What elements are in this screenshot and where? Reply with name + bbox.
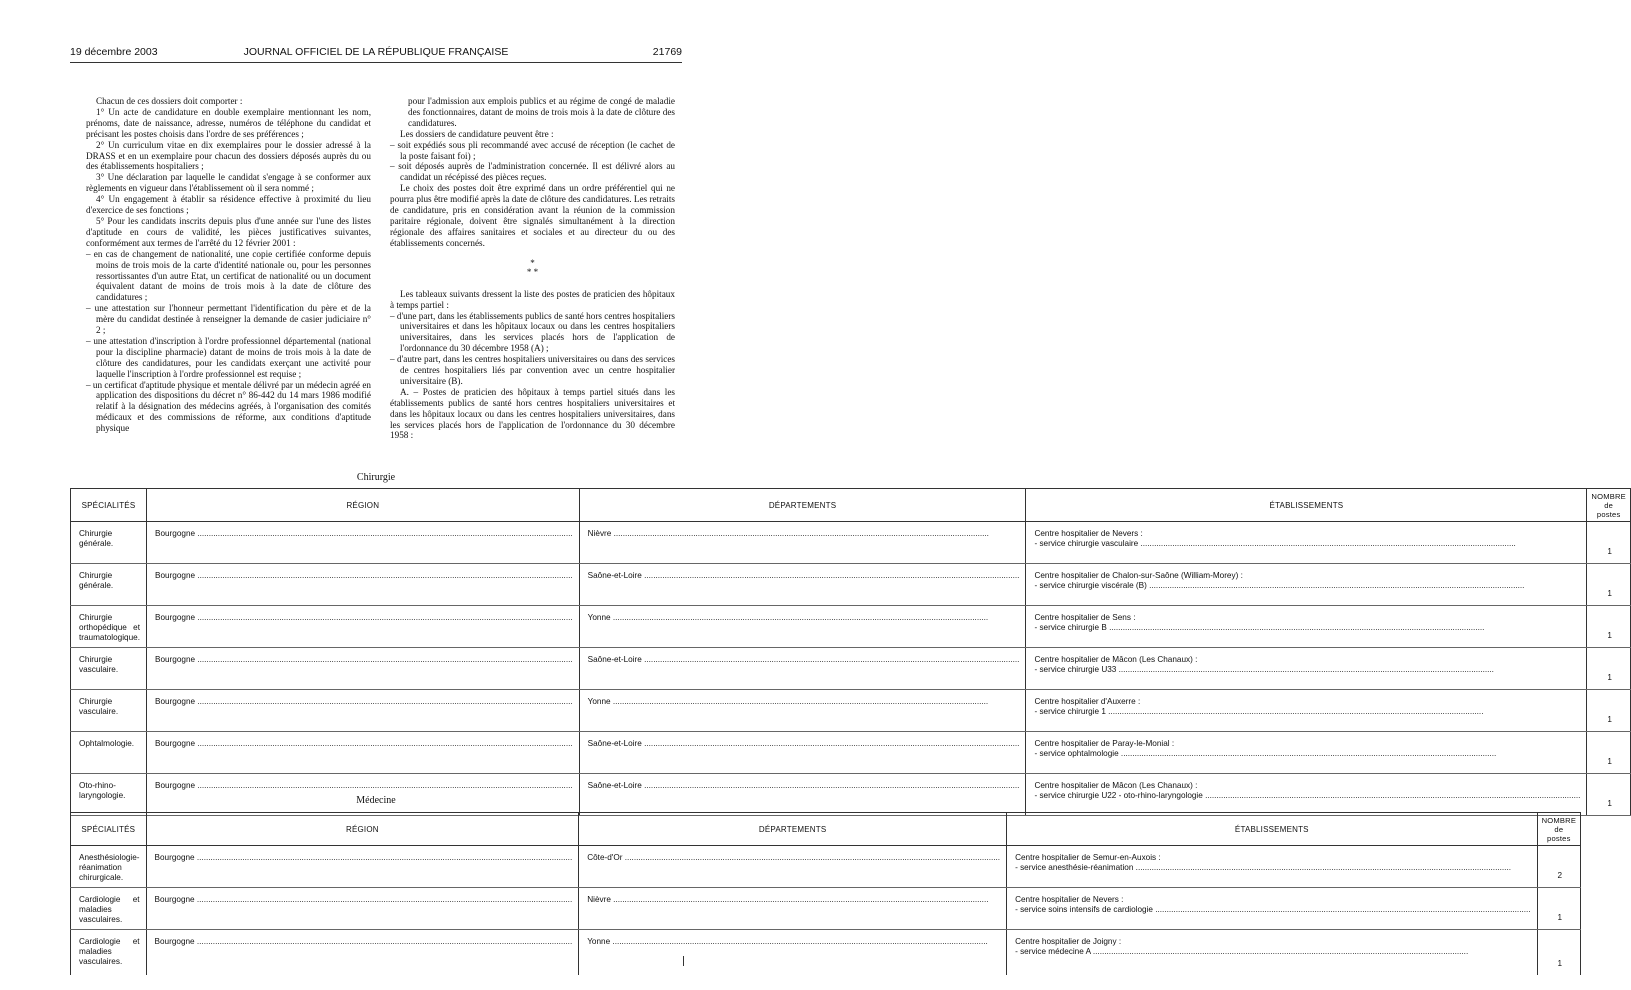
section-separator-stars xyxy=(390,259,675,277)
cell-specialite: Cardiologie et maladies vasculaires. xyxy=(71,930,147,976)
cell-nombre: 1 xyxy=(1537,930,1581,976)
table-row xyxy=(71,732,1631,774)
header-rule xyxy=(70,62,682,63)
paragraph: Les dossiers de candidature peuvent être : xyxy=(400,128,554,139)
etablissement-name: Centre hospitalier de Paray-le-Monial : xyxy=(1034,739,1175,748)
cell-etablissement xyxy=(1026,522,1587,564)
de-postes-label: de postes xyxy=(1547,824,1571,843)
de-postes-label: de postes xyxy=(1596,500,1621,519)
etablissement-name: Centre hospitalier de Sens : xyxy=(1034,613,1136,622)
left-text-column xyxy=(86,96,371,434)
cell-nombre: 1 xyxy=(1537,888,1581,930)
paragraph: pour l'admission aux emplois publics et au régime de congé de maladie des fonctionnaires, datant de moins de trois mois à la date de clôture des candidatures. xyxy=(408,96,675,128)
region-value: Bourgogne ..... xyxy=(155,853,573,863)
col-header-etablissements: ÉTABLISSEMENTS xyxy=(1026,489,1587,522)
cell-nombre: 1 xyxy=(1587,522,1631,564)
paragraph: – une attestation d'inscription à l'ordre professionnel départemental (national pour la discipline pharmacie) datant de moins de trois mois à la date de clôture des candidatures, pour les candidats exerçant une activité pour laquelle l'inscription à l'ordre professionnel est requise ; xyxy=(86,335,371,379)
departement-value: Yonne ..... xyxy=(588,697,1020,707)
cell-nombre: 1 xyxy=(1587,648,1631,690)
cell-specialite: Chirurgie générale. xyxy=(71,564,147,606)
col-header-nombre xyxy=(1537,813,1581,846)
table-chirurgie xyxy=(70,488,1631,816)
region-value: Bourgogne ..... xyxy=(155,655,573,665)
cell-nombre: 1 xyxy=(1587,732,1631,774)
service-name: - service chirurgie U22 - oto-rhino-laryngologie ..... xyxy=(1034,791,1580,801)
table-row xyxy=(71,522,1631,564)
region-value: Bourgogne ..... xyxy=(155,613,573,623)
cell-etablissement xyxy=(1007,888,1538,930)
cell-nombre: 1 xyxy=(1587,774,1631,816)
region-value: Bourgogne ..... xyxy=(155,895,573,905)
right-column-bottom xyxy=(390,289,675,442)
service-name: - service chirurgie U33 ..... xyxy=(1034,665,1580,675)
departement-value: Saône-et-Loire ..... xyxy=(588,739,1020,749)
cell-nombre: 1 xyxy=(1587,564,1631,606)
col-header-region: RÉGION xyxy=(146,489,579,522)
service-name: - service médecine A ..... xyxy=(1015,947,1531,957)
cell-departement xyxy=(579,888,1007,930)
table-header-row xyxy=(71,813,1581,846)
cell-region xyxy=(146,648,579,690)
cell-specialite: Chirurgie vasculaire. xyxy=(71,690,147,732)
paragraph: A. – Postes de praticien des hôpitaux à temps partiel situés dans les établissements publics de santé hors centres hospitaliers universitaires et dans les hôpitaux locaux ou dans les centres hospitaliers universitaires, dans les services placés hors de l'application de l'ordonnance du 30 décembre 1958 : xyxy=(390,386,675,441)
cell-specialite: Chirurgie générale. xyxy=(71,522,147,564)
paragraph: 2° Un curriculum vitae en dix exemplaires pour le dossier adressé à la DRASS et en un exemplaire pour chacun des dossiers déposés auprès du ou des établissements hospitaliers ; xyxy=(86,139,371,172)
paragraph: 4° Un engagement à établir sa résidence effective à proximité du lieu d'exercice de ses fonctions ; xyxy=(86,194,371,216)
col-header-region: RÉGION xyxy=(146,813,579,846)
cell-etablissement xyxy=(1007,930,1538,976)
cell-region xyxy=(146,564,579,606)
paragraph: 3° Une déclaration par laquelle le candidat s'engage à se conformer aux règlements en vigueur dans l'établissement où il sera nommé ; xyxy=(86,172,371,194)
departement-value: Côte-d'Or ..... xyxy=(587,853,1000,863)
departement-value: Saône-et-Loire ..... xyxy=(588,781,1020,791)
cell-departement xyxy=(579,606,1026,648)
table-caption-medecine: Médecine xyxy=(356,795,396,806)
region-value: Bourgogne ..... xyxy=(155,937,573,947)
region-value: Bourgogne ..... xyxy=(155,571,573,581)
cell-departement xyxy=(579,690,1026,732)
star-top: * xyxy=(530,257,535,268)
etablissement-name: Centre hospitalier de Mâcon (Les Chanaux) : xyxy=(1034,781,1198,790)
header-journal-title: JOURNAL OFFICIEL DE LA RÉPUBLIQUE FRANÇAISE xyxy=(243,46,509,58)
paragraph: – un certificat d'aptitude physique et mentale délivré par un médecin agréé en application des dispositions du décret n° 86-442 du 14 mars 1986 modifié relatif à la désignation des médecins agréés, à l'organisation des comités médicaux et des commissions de réforme, aux conditions d'aptitude physique xyxy=(86,379,371,434)
cell-etablissement xyxy=(1026,732,1587,774)
col-header-departements: DÉPARTEMENTS xyxy=(579,489,1026,522)
departement-value: Saône-et-Loire ..... xyxy=(588,571,1020,581)
table-continuation xyxy=(70,956,684,966)
paragraph: 5° Pour les candidats inscrits depuis plus d'une année sur l'une des listes d'aptitude en cours de validité, les pièces justificatives suivantes, conformément aux termes de l'arrêté du 12 février 2001 : xyxy=(86,215,371,248)
right-column-top xyxy=(390,96,675,249)
service-name: - service anesthésie-réanimation ..... xyxy=(1015,863,1531,873)
table-row xyxy=(71,930,1581,976)
cell-specialite: Cardiologie et maladies vasculaires. xyxy=(71,888,147,930)
table-row xyxy=(71,690,1631,732)
cell-nombre: 1 xyxy=(1587,690,1631,732)
etablissement-name: Centre hospitalier d'Auxerre : xyxy=(1034,697,1141,706)
etablissement-name: Centre hospitalier de Nevers : xyxy=(1034,529,1143,538)
service-name: - service chirurgie vasculaire ..... xyxy=(1034,539,1580,549)
table-header-row xyxy=(71,489,1631,522)
cell-departement xyxy=(579,522,1026,564)
region-value: Bourgogne ..... xyxy=(155,781,573,791)
departement-value: Yonne ..... xyxy=(587,937,1000,947)
etablissement-name: Centre hospitalier de Chalon-sur-Saône (William-Morey) : xyxy=(1034,571,1243,580)
cell-departement xyxy=(579,930,1007,976)
cell-region xyxy=(146,846,579,888)
nombre-label: NOMBRE xyxy=(1541,815,1577,825)
service-name: - service ophtalmologie ..... xyxy=(1034,749,1580,759)
cell-etablissement xyxy=(1007,846,1538,888)
header-page-number: 21769 xyxy=(652,46,682,58)
table-caption-chirurgie: Chirurgie xyxy=(356,472,396,483)
header-date: 19 décembre 2003 xyxy=(70,46,158,58)
departement-value: Saône-et-Loire ..... xyxy=(588,655,1020,665)
star-bottom: * * xyxy=(526,266,539,277)
cell-etablissement xyxy=(1026,606,1587,648)
table-row xyxy=(71,648,1631,690)
nombre-label: NOMBRE xyxy=(1591,491,1626,501)
etablissement-name: Centre hospitalier de Joigny : xyxy=(1015,937,1122,946)
table-row xyxy=(71,846,1581,888)
table-row xyxy=(71,606,1631,648)
cell-region xyxy=(146,606,579,648)
cell-departement xyxy=(579,846,1007,888)
right-text-column xyxy=(390,96,675,441)
cell-departement xyxy=(579,732,1026,774)
paragraph: – d'autre part, dans les centres hospitaliers universitaires ou dans des services de centres hospitaliers liés par convention avec un centre hospitalier universitaire (B). xyxy=(390,354,675,386)
table-row xyxy=(71,564,1631,606)
etablissement-name: Centre hospitalier de Mâcon (Les Chanaux) : xyxy=(1034,655,1198,664)
cell-specialite: Oto-rhino-laryngologie. xyxy=(71,774,147,816)
departement-value: Nièvre ..... xyxy=(587,895,1000,905)
cell-etablissement xyxy=(1026,774,1587,816)
etablissement-name: Centre hospitalier de Nevers : xyxy=(1015,895,1124,904)
col-header-etablissements: ÉTABLISSEMENTS xyxy=(1007,813,1538,846)
paragraph: Chacun de ces dossiers doit comporter : xyxy=(96,96,243,106)
paragraph: – en cas de changement de nationalité, une copie certifiée conforme depuis moins de trois mois de la carte d'identité nationale ou, pour les personnes ressortissantes d'un autre Etat, un certificat de nationalité ou un document équivalent datant de moins de trois mois à la date de clôture des candidatures ; xyxy=(86,248,371,303)
cell-nombre: 2 xyxy=(1537,846,1581,888)
paragraph: – une attestation sur l'honneur permettant l'identification du père et de la mère du candidat destinée à renseigner la demande de casier judiciaire n° 2 ; xyxy=(86,303,371,336)
cell-region xyxy=(146,930,579,976)
departement-value: Yonne ..... xyxy=(588,613,1020,623)
cell-region xyxy=(146,732,579,774)
departement-value: Nièvre ..... xyxy=(588,529,1020,539)
col-header-nombre xyxy=(1587,489,1631,522)
service-name: - service chirurgie 1 ..... xyxy=(1034,707,1580,717)
cell-region xyxy=(146,522,579,564)
cell-region xyxy=(146,888,579,930)
col-header-specialites: SPÉCIALITÉS xyxy=(71,489,147,522)
region-value: Bourgogne ..... xyxy=(155,697,573,707)
cell-nombre: 1 xyxy=(1587,606,1631,648)
cell-etablissement xyxy=(1026,648,1587,690)
cell-specialite: Anesthésiologie-réanimation chirurgicale. xyxy=(71,846,147,888)
cell-specialite: Ophtalmologie. xyxy=(71,732,147,774)
cell-specialite: Chirurgie vasculaire. xyxy=(71,648,147,690)
paragraph: – d'une part, dans les établissements publics de santé hors centres hospitaliers universitaires et dans les hôpitaux locaux ou dans les centres hospitaliers universitaires, dans les services placés hors de l'application de l'ordonnance du 30 décembre 1958 (A) ; xyxy=(390,310,675,354)
table-medecine xyxy=(70,812,1581,975)
region-value: Bourgogne ..... xyxy=(155,739,573,749)
page-header xyxy=(70,46,682,60)
service-name: - service chirurgie viscérale (B) ..... xyxy=(1034,581,1580,591)
paragraph: – soit déposés auprès de l'administration concernée. Il est délivré alors au candidat un récépissé des pièces reçues. xyxy=(390,161,675,183)
cell-etablissement xyxy=(1026,690,1587,732)
paragraph: Le choix des postes doit être exprimé dans un ordre préférentiel qui ne pourra plus être modifié après la date de clôture des candidatures. Les retraits de candidature, pris en considération avant la réunion de la commission paritaire régionale, doivent être signalés simultanément à la direction régionale des affaires sanitaires et sociales et au directeur du ou des établissements concernés. xyxy=(390,183,675,248)
region-value: Bourgogne ..... xyxy=(155,529,573,539)
cell-specialite: Chirurgie orthopédique et traumatologique. xyxy=(71,606,147,648)
col-header-departements: DÉPARTEMENTS xyxy=(579,813,1007,846)
service-name: - service chirurgie B ..... xyxy=(1034,623,1580,633)
etablissement-name: Centre hospitalier de Semur-en-Auxois : xyxy=(1015,853,1161,862)
cell-departement xyxy=(579,564,1026,606)
table-row xyxy=(71,888,1581,930)
col-header-specialites: SPÉCIALITÉS xyxy=(71,813,147,846)
cell-departement xyxy=(579,648,1026,690)
cell-region xyxy=(146,690,579,732)
cell-etablissement xyxy=(1026,564,1587,606)
paragraph: Les tableaux suivants dressent la liste des postes de praticien des hôpitaux à temps partiel : xyxy=(390,288,675,310)
service-name: - service soins intensifs de cardiologie ..... xyxy=(1015,905,1531,915)
paragraph: – soit expédiés sous pli recommandé avec accusé de réception (le cachet de la poste faisant foi) ; xyxy=(390,139,675,161)
paragraph: 1° Un acte de candidature en double exemplaire mentionnant les nom, prénoms, date de naissance, adresse, numéros de téléphone du candidat et précisant les postes choisis dans l'ordre de ses préférences ; xyxy=(86,106,371,139)
